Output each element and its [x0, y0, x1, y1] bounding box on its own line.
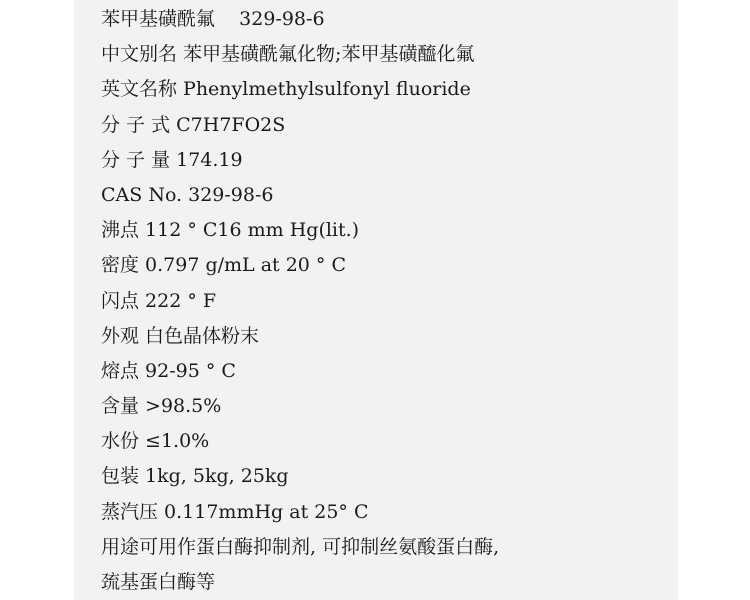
product-name-line: 苯甲基磺酰氟 329-98-6 — [101, 8, 325, 30]
content-line: 含量 >98.5% — [101, 395, 222, 418]
packaging-line: 包装 1kg, 5kg, 25kg — [101, 465, 289, 488]
flash-point-line: 闪点 222 ° F — [101, 289, 217, 312]
molecular-formula-line: 分 子 式 C7H7FO2S — [101, 113, 286, 136]
molecular-weight-line: 分 子 量 174.19 — [101, 148, 243, 171]
usage-line: 用途可用作蛋白酶抑制剂, 可抑制丝氨酸蛋白酶, — [101, 535, 500, 558]
melting-point-line: 熔点 92-95 ° C — [101, 359, 236, 382]
cas-number-line: CAS No. 329-98-6 — [101, 183, 274, 206]
english-name-line: 英文名称 Phenylmethylsulfonyl fluoride — [101, 78, 471, 101]
boiling-point-line: 沸点 112 ° C16 mm Hg(lit.) — [101, 219, 360, 242]
chinese-alias-line: 中文别名 苯甲基磺酰氟化物;苯甲基磺醯化氟 — [101, 43, 475, 66]
moisture-line: 水份 ≤1.0% — [101, 430, 210, 453]
product-spec-list — [101, 2, 676, 600]
appearance-line: 外观 白色晶体粉末 — [101, 324, 260, 347]
vapor-pressure-line: 蒸汽压 0.117mmHg at 25° C — [101, 500, 369, 523]
usage-continuation-line: 巯基蛋白酶等 — [101, 571, 216, 593]
density-line: 密度 0.797 g/mL at 20 ° C — [101, 254, 347, 277]
